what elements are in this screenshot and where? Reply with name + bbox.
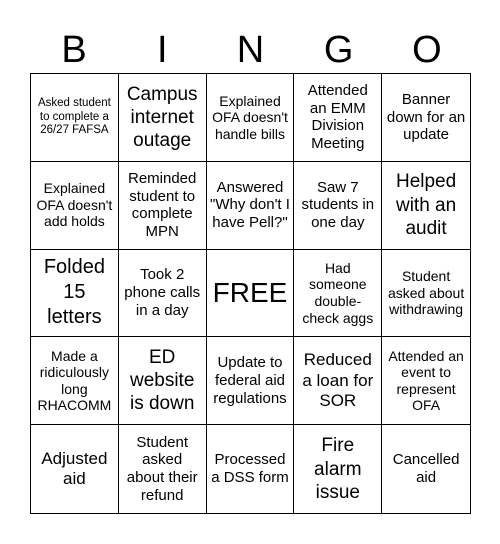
bingo-cell[interactable]: Folded 15 letters xyxy=(31,250,119,338)
bingo-cell[interactable]: Had someone double-check aggs xyxy=(294,250,382,338)
bingo-cell[interactable]: Attended an event to represent OFA xyxy=(382,337,470,425)
header-letter-n: N xyxy=(236,29,265,71)
bingo-cell[interactable]: Update to federal aid regulations xyxy=(207,337,295,425)
bingo-cell[interactable]: Explained OFA doesn't handle bills xyxy=(207,74,295,162)
header-letter-g: G xyxy=(323,29,354,71)
free-space[interactable]: FREE xyxy=(207,250,295,338)
bingo-cell[interactable]: Banner down for an update xyxy=(382,74,470,162)
bingo-cell[interactable]: Saw 7 students in one day xyxy=(294,162,382,250)
bingo-board xyxy=(30,73,471,514)
bingo-cell[interactable]: Took 2 phone calls in a day xyxy=(119,250,207,338)
bingo-header xyxy=(30,28,471,72)
bingo-cell[interactable]: ED website is down xyxy=(119,337,207,425)
header-letter-i: I xyxy=(157,29,168,71)
bingo-cell[interactable]: Attended an EMM Division Meeting xyxy=(294,74,382,162)
bingo-cell[interactable]: Processed a DSS form xyxy=(207,425,295,513)
header-letter-o: O xyxy=(412,29,442,71)
header-letter-b: B xyxy=(61,29,87,71)
bingo-cell[interactable]: Student asked about their refund xyxy=(119,425,207,513)
bingo-cell[interactable]: Answered "Why don't I have Pell?" xyxy=(207,162,295,250)
bingo-cell[interactable]: Reminded student to complete MPN xyxy=(119,162,207,250)
bingo-cell[interactable]: Helped with an audit xyxy=(382,162,470,250)
bingo-cell[interactable]: Adjusted aid xyxy=(31,425,119,513)
bingo-cell[interactable]: Student asked about withdrawing xyxy=(382,250,470,338)
bingo-cell[interactable]: Explained OFA doesn't add holds xyxy=(31,162,119,250)
bingo-cell[interactable]: Reduced a loan for SOR xyxy=(294,337,382,425)
bingo-cell[interactable]: Made a ridiculously long RHACOMM xyxy=(31,337,119,425)
bingo-cell[interactable]: Asked student to complete a 26/27 FAFSA xyxy=(31,74,119,162)
bingo-cell[interactable]: Cancelled aid xyxy=(392,451,460,487)
bingo-cell[interactable]: Fire alarm issue xyxy=(294,425,382,513)
bingo-cell[interactable]: Campus internet outage xyxy=(119,74,207,162)
